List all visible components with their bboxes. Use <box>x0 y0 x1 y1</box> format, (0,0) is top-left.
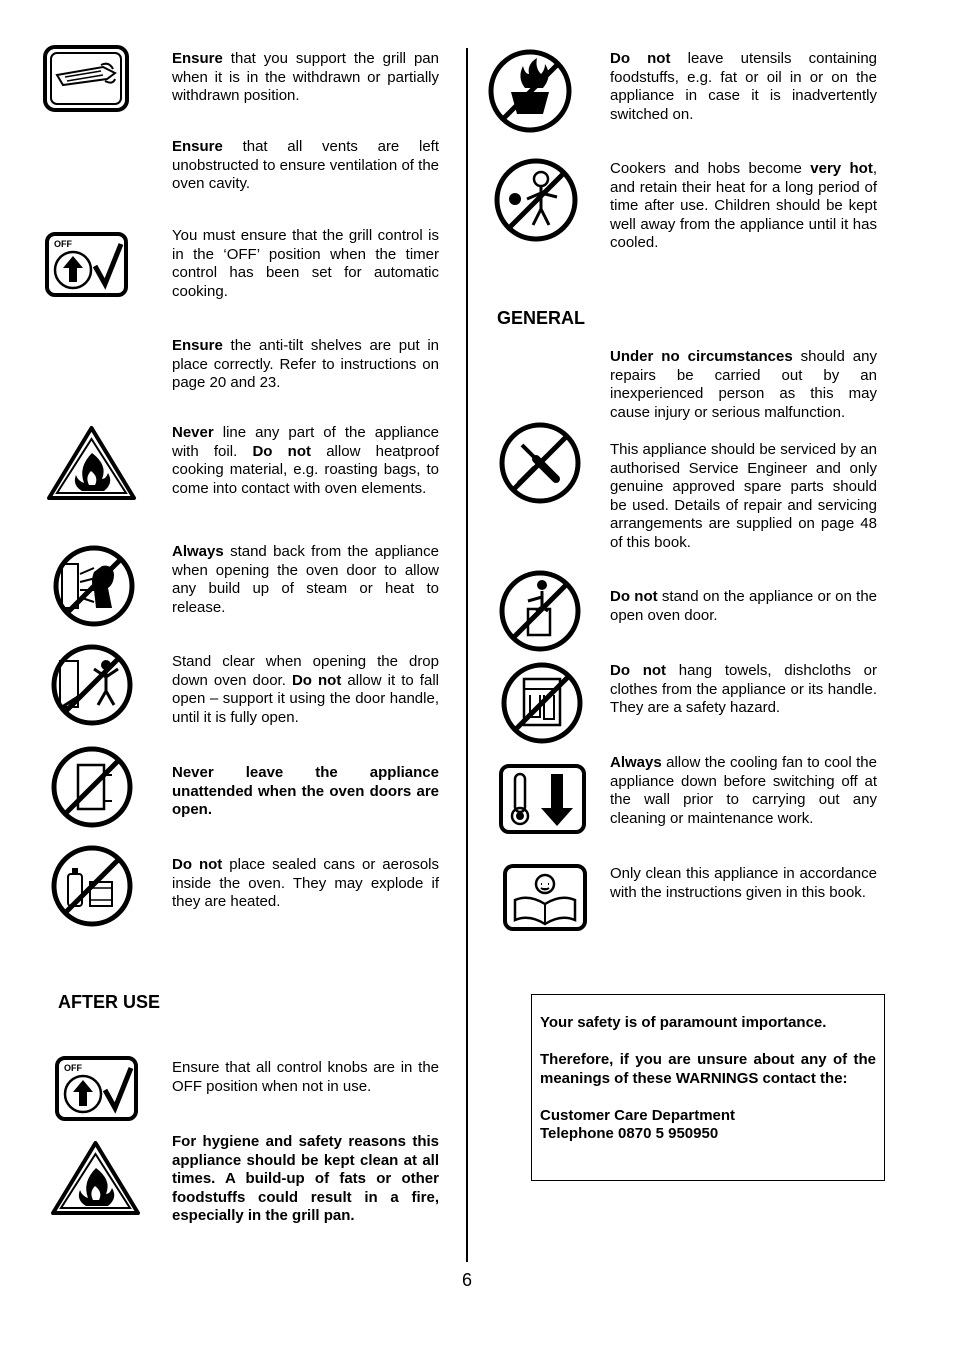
warning-door-text: Stand clear when opening the drop down oven door. Do not allow it to fall open – support it using the door handle, until it is fully open. <box>172 653 439 726</box>
grill-pan-support-icon <box>43 45 129 112</box>
warning-hot-text: Cookers and hobs become very hot, and retain their heat for a long period of time after use. Children should be kept well away from the appliance until it has cooled. <box>610 160 877 251</box>
no-towels-icon <box>500 661 584 745</box>
warning-steam-text: Always stand back from the appliance when opening the oven door to allow any build up of steam or heat to release. <box>172 543 439 616</box>
general-towels-text: Do not hang towels, dishcloths or clothes from the appliance or its handle. They are a safety hazard. <box>610 662 878 716</box>
fire-warning-icon <box>46 425 137 501</box>
warning-foil-text: Never line any part of the appliance with foil. Do not allow heatproof cooking material, e.g. roasting bags, to come into contact with oven elements. <box>172 424 440 497</box>
after-use-hygiene-text: For hygiene and safety reasons this appliance should be kept clean at all times. A build-up of fats or other foodstuffs could result in a fire, especially in the grill pan. <box>172 1133 439 1224</box>
general-servicing-text: This appliance should be serviced by an authorised Service Engineer and only genuine approved spare parts should be used. Details of repair and servicing arrangements are supplied on page 48 of this book. <box>610 441 877 551</box>
child-warning-icon <box>493 157 579 243</box>
column-divider <box>466 48 468 1262</box>
svg-text:OFF: OFF <box>64 1063 82 1073</box>
warning-grill-pan-text: Ensure that you support the grill pan when it is in the withdrawn or partially withdrawn position. <box>172 50 439 104</box>
notice-telephone: Telephone 0870 5 950950 <box>540 1125 719 1142</box>
page-number: 6 <box>461 1270 472 1290</box>
no-standing-icon <box>498 569 582 653</box>
utensils-fire-icon <box>487 48 573 134</box>
warning-unattended-text: Never leave the appliance unattended when the oven doors are open. <box>172 764 439 818</box>
safety-notice-box <box>531 994 885 1181</box>
read-instructions-icon <box>503 864 587 931</box>
general-repairs-text: Under no circumstances should any repairs be carried out by an inexperienced person as this may cause injury or serious malfunction. <box>610 348 877 421</box>
general-heading: GENERAL <box>497 308 586 328</box>
off-check-icon <box>45 232 128 297</box>
stand-clear-door-icon <box>50 643 134 727</box>
after-use-heading: AFTER USE <box>58 992 161 1012</box>
notice-line-1: Your safety is of paramount importance. <box>540 1014 827 1031</box>
general-standing-text: Do not stand on the appliance or on the open oven door. <box>610 588 878 624</box>
warning-vents-text: Ensure that all vents are left unobstructed to ensure ventilation of the oven cavity. <box>172 138 439 192</box>
general-cooling-fan-text: Always allow the cooling fan to cool the appliance down before switching off at the wall prior to carrying out any cleaning or maintenance work. <box>610 754 877 827</box>
notice-line-2: Therefore, if you are unsure about any of the meanings of these WARNINGS contact the: <box>540 1051 876 1087</box>
steam-warning-icon <box>52 544 136 628</box>
general-cleaning-text: Only clean this appliance in accordance with the instructions given in this book. <box>610 865 877 901</box>
cooling-fan-icon <box>499 764 586 834</box>
svg-text:OFF: OFF <box>54 239 72 249</box>
warning-grill-control-text: You must ensure that the grill control is in the ‘OFF’ position when the timer control has been set for automatic cooking. <box>172 227 439 300</box>
notice-department: Customer Care Department <box>540 1106 736 1124</box>
warning-utensils-text: Do not leave utensils containing foodstuffs, e.g. fat or oil in or on the appliance in case it is inadvertently switched on. <box>610 50 878 123</box>
open-door-unattended-icon <box>50 745 134 829</box>
fire-warning-icon <box>50 1140 141 1216</box>
aerosol-can-icon <box>50 844 134 928</box>
off-check-icon <box>55 1056 138 1121</box>
after-use-knobs-text: Ensure that all control knobs are in the OFF position when not in use. <box>172 1059 439 1095</box>
warning-aerosol-text: Do not place sealed cans or aerosols inside the oven. They may explode if they are heated. <box>172 856 440 910</box>
warning-shelves-text: Ensure the anti-tilt shelves are put in place correctly. Refer to instructions on page 20 and 23. <box>172 337 439 391</box>
screwdriver-repair-icon <box>498 421 582 505</box>
